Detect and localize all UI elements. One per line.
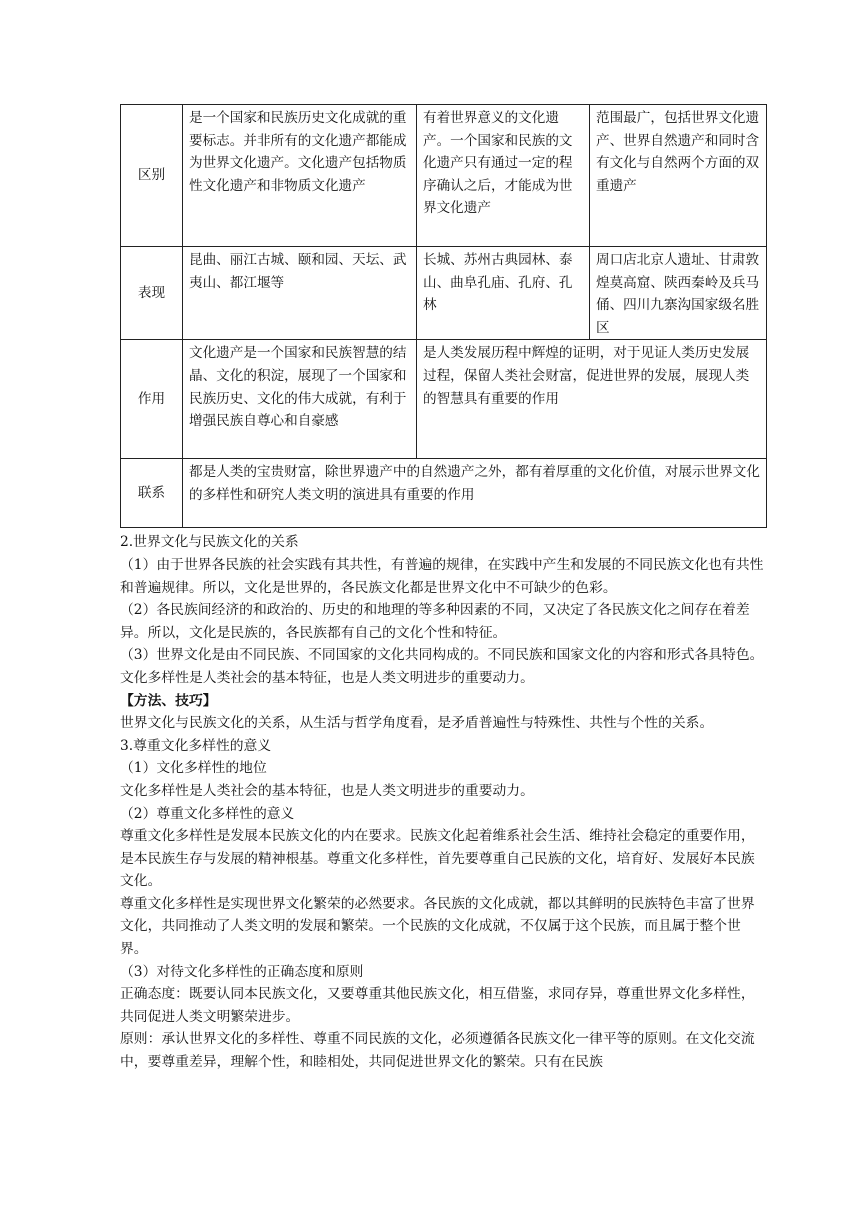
section-heading: 3.尊重文化多样性的意义 <box>120 737 272 754</box>
table-row <box>121 459 767 528</box>
table-cell: 是一个国家和民族历史文化成就的重要标志。并非所有的文化遗产都能成为世界文化遗产。文化遗产包括物质性文化遗产和非物质文化遗产 <box>183 105 417 247</box>
method-heading: 【方法、技巧】 <box>120 692 217 709</box>
table-row <box>121 247 767 340</box>
row-header: 区别 <box>121 105 183 247</box>
row-header: 联系 <box>121 459 183 528</box>
table-cell: 文化遗产是一个国家和民族智慧的结晶、文化的积淀，展现了一个国家和民族历史、文化的伟大成就，有利于增强民族自尊心和自豪感 <box>183 340 417 459</box>
table-cell: 是人类发展历程中辉煌的证明，对于见证人类历史发展过程，保留人类社会财富，促进世界的发展，展现人类的智慧具有重要的作用 <box>417 340 767 459</box>
paragraph: 原则：承认世界文化的多样性、尊重不同民族的文化，必须遵循各民族文化一律平等的原则。在文化交流中，要尊重差异，理解个性，和睦相处，共同促进世界文化的繁荣。只有在民族 <box>120 1031 755 1071</box>
subheading: （1）文化多样性的地位 <box>120 760 267 777</box>
paragraph: （2）各民族间经济的和政治的、历史的和地理的等多种因素的不同，又决定了各民族文化之间存在着差异。所以，文化是民族的，各民族都有自己的文化个性和特征。 <box>120 602 750 641</box>
table-cell: 周口店北京人遗址、甘肃敦煌莫高窟、陕西秦岭及兵马俑、四川九寨沟国家级名胜区 <box>590 247 767 340</box>
body-text <box>120 531 766 1073</box>
paragraph: （1）由于世界各民族的社会实践有其共性，有普遍的规律，在实践中产生和发展的不同民族文化也有共性和普遍规律。所以，文化是世界的，各民族文化都是世界文化中不可缺少的色彩。 <box>120 556 764 596</box>
paragraph: 正确态度：既要认同本民族文化，又要尊重其他民族文化，相互借鉴，求同存异，尊重世界文化多样性，共同促进人类文明繁荣进步。 <box>120 986 755 1025</box>
table-cell: 长城、苏州古典园林、泰山、曲阜孔庙、孔府、孔林 <box>417 247 590 340</box>
table-row <box>121 340 767 459</box>
row-header: 表现 <box>121 247 183 340</box>
table-row <box>121 105 767 247</box>
document-page <box>120 104 766 1074</box>
subheading: （3）对待文化多样性的正确态度和原则 <box>120 963 364 980</box>
table-cell: 范围最广，包括世界文化遗产、世界自然遗产和同时含有文化与自然两个方面的双重遗产 <box>590 105 767 247</box>
row-header: 作用 <box>121 340 183 459</box>
table-cell: 昆曲、丽江古城、颐和园、天坛、武夷山、都江堰等 <box>183 247 417 340</box>
table-cell: 有着世界意义的文化遗产。一个国家和民族的文化遗产只有通过一定的程序确认之后，才能成为世界文化遗产 <box>417 105 590 247</box>
section-heading: 2.世界文化与民族文化的关系 <box>120 534 299 551</box>
paragraph: 尊重文化多样性是实现世界文化繁荣的必然要求。各民族的文化成就，都以其鲜明的民族特色丰富了世界文化，共同推动了人类文明的发展和繁荣。一个民族的文化成就，不仅属于这个民族，而且属于整个世界。 <box>120 895 755 958</box>
paragraph: 文化多样性是人类社会的基本特征，也是人类文明进步的重要动力。 <box>120 782 534 799</box>
paragraph: 尊重文化多样性是发展本民族文化的内在要求。民族文化起着维系社会生活、维持社会稳定的重要作用，是本民族生存与发展的精神根基。尊重文化多样性，首先要尊重自己民族的文化，培育好、发展好本民族文化。 <box>120 828 755 890</box>
subheading: （2）尊重文化多样性的意义 <box>120 805 295 822</box>
heritage-comparison-table <box>120 104 767 528</box>
paragraph: 世界文化与民族文化的关系，从生活与哲学角度看，是矛盾普遍性与特殊性、共性与个性的关系。 <box>120 715 714 732</box>
paragraph: （3）世界文化是由不同民族、不同国家的文化共同构成的。不同民族和国家文化的内容和形式各具特色。文化多样性是人类社会的基本特征，也是人类文明进步的重要动力。 <box>120 647 764 686</box>
table-cell: 都是人类的宝贵财富，除世界遗产中的自然遗产之外，都有着厚重的文化价值，对展示世界文化的多样性和研究人类文明的演进具有重要的作用 <box>183 459 767 528</box>
